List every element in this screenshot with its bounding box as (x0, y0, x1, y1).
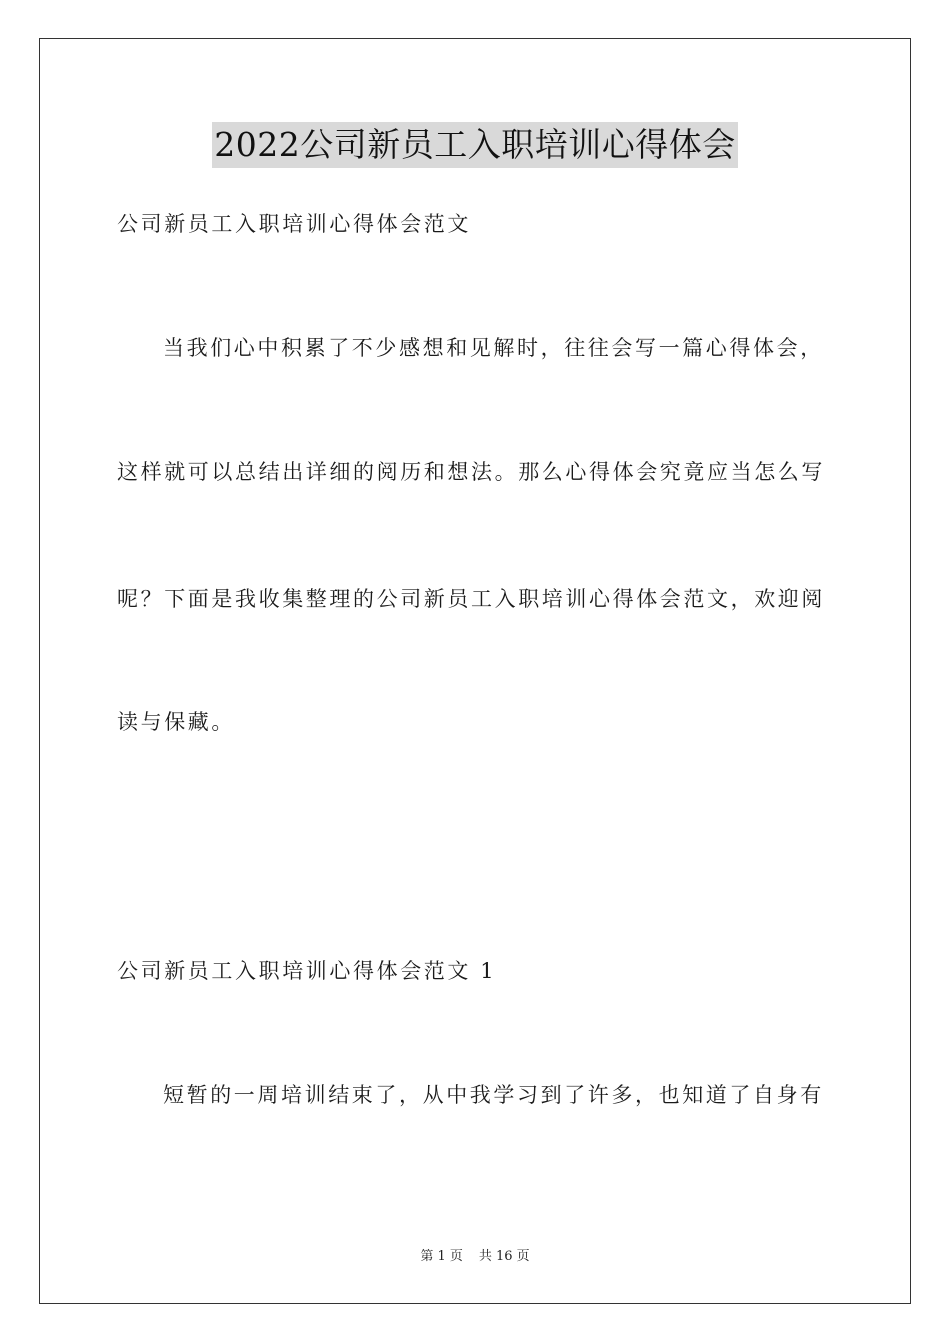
document-subtitle: 公司新员工入职培训心得体会范文 (117, 212, 471, 236)
intro-line-2: 这样就可以总结出详细的阅历和想法。那么心得体会究竟应当怎么写 (117, 460, 825, 484)
document-title: 2022公司新员工入职培训心得体会 (212, 122, 737, 168)
title-container (0, 122, 950, 168)
section-line-1: 短暂的一周培训结束了，从中我学习到了许多，也知道了自身有 (163, 1083, 824, 1107)
section-heading: 公司新员工入职培训心得体会范文 1 (117, 959, 497, 983)
page-number-total: 共 16 页 (478, 1249, 530, 1264)
intro-line-3: 呢？下面是我收集整理的公司新员工入职培训心得体会范文，欢迎阅 (117, 587, 825, 611)
page-number-current: 第 1 页 (420, 1249, 463, 1264)
page-footer (0, 1248, 950, 1266)
intro-line-1: 当我们心中积累了不少感想和见解时，往往会写一篇心得体会， (163, 336, 824, 360)
intro-line-4: 读与保藏。 (117, 710, 235, 734)
